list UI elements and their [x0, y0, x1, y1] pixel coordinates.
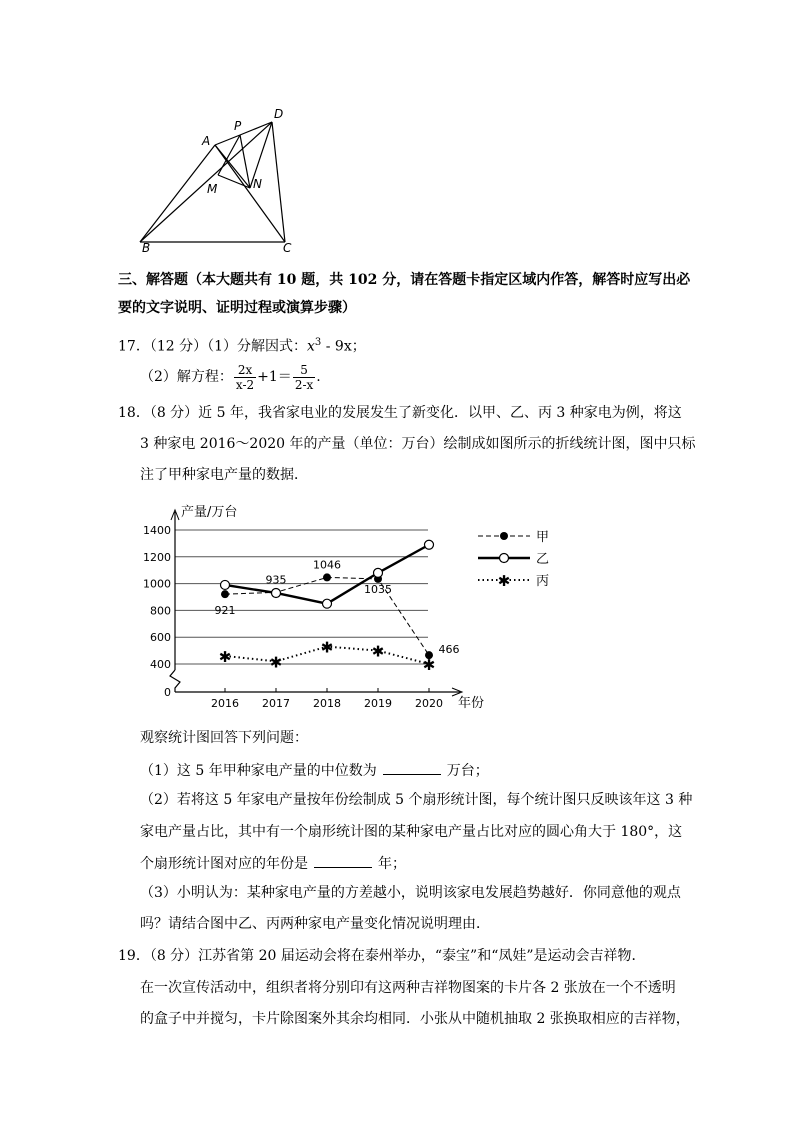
- q18-part2-line2: 家电产量占比，其中有一个扇形统计图的某种家电产量占比对应的圆心角大于 180°，这: [140, 824, 683, 840]
- q18-part2-line1: （2）若将这 5 年家电产量按年份绘制成 5 个扇形统计图，每个统计图只反映该年这 3 种: [140, 792, 693, 808]
- q19-line2: 在一次宣传活动中，组织者将分别印有这两种吉祥物图案的卡片各 2 张放在一个不透明: [140, 980, 676, 996]
- series-yi-point-2018: [323, 599, 332, 608]
- series-bing-point-2018: ✱: [320, 638, 334, 657]
- q17-line1: [118, 333, 366, 357]
- series-jia-label-2017: 935: [265, 573, 287, 587]
- q18-part1-text-a: （1）这 5 年甲种家电产量的中位数为: [140, 763, 377, 779]
- x-tick-2017: 2017: [262, 697, 290, 710]
- legend-label-2: 乙: [536, 552, 550, 567]
- series-jia-label-2019: 1035: [364, 582, 392, 596]
- q17-frac2-num: 5: [293, 363, 315, 378]
- q17-expr-base: x: [307, 338, 315, 355]
- series-yi-point-2017: [272, 588, 281, 597]
- q18-line1: 18．（8 分）近 5 年，我省家电业的发展发生了新变化．以甲、乙、丙 3 种家电为例，将这: [118, 405, 682, 421]
- series-bing-point-2020: ✱: [422, 656, 436, 674]
- q18-part1-text-b: 万台；: [446, 763, 489, 779]
- label-M: M: [207, 182, 218, 196]
- q18-part3-line1: （3）小明认为：某种家电产量的方差越小，说明该家电发展趋势越好．你同意他的观点: [140, 885, 681, 901]
- q18-part2-line3: [140, 853, 406, 874]
- x-tick-2019: 2019: [364, 697, 392, 710]
- q17-frac1-num: 2x: [234, 363, 256, 378]
- series-jia-label-2016: 921: [214, 604, 236, 618]
- x-tick-2020: 2020: [415, 697, 443, 710]
- y-tick-1200: 1200: [143, 550, 171, 564]
- y-tick-1000: 1000: [143, 577, 171, 591]
- series-jia-point-2018: [323, 573, 331, 581]
- q18-part1: [140, 760, 489, 781]
- label-N: N: [253, 177, 262, 191]
- q17-expr-exp: 3: [314, 337, 322, 348]
- series-yi-point-2019: [374, 568, 383, 577]
- line-chart: [140, 498, 560, 716]
- series-jia-point-2016: [221, 590, 229, 598]
- q17-part2-prefix: （2）解方程：: [140, 369, 233, 385]
- legend-bing-marker: ✱: [497, 572, 511, 590]
- q18-observe: 观察统计图回答下列问题：: [140, 730, 308, 746]
- legend-label-3: 丙: [536, 574, 550, 589]
- section-heading-line2: 要的文字说明、证明过程或演算步骤）: [118, 300, 356, 316]
- legend-jia-marker: [500, 532, 508, 540]
- series-yi-point-2020: [425, 540, 434, 549]
- q17-frac1: [234, 363, 256, 392]
- q17-end: .: [316, 369, 321, 385]
- label-D: D: [274, 107, 284, 121]
- legend-label-1: 甲: [536, 530, 550, 545]
- legend-yi-marker: [500, 554, 509, 563]
- axis-break: [170, 670, 180, 692]
- label-B: B: [142, 241, 151, 255]
- q18-line3: 注了甲种家电产量的数据．: [140, 467, 308, 483]
- label-A: A: [202, 134, 211, 148]
- q17-mid: +1＝: [257, 369, 292, 385]
- series-yi-point-2016: [221, 580, 230, 589]
- section-heading-line1: 三、解答题（本大题共有 10 题，共 102 分，请在答题卡指定区域内作答，解答时应写出必: [118, 272, 691, 288]
- q18-part2-text-b: 年；: [378, 856, 406, 872]
- x-tick-2018: 2018: [313, 697, 341, 710]
- q19-line1: 19．（8 分）江苏省第 20 届运动会将在泰州举办，“泰宝”和“凤娃”是运动会吉祥物．: [118, 948, 646, 964]
- q17-expr-rest: - 9x；: [321, 338, 366, 355]
- series-jia-label-2018: 1046: [313, 558, 341, 572]
- answer-blank-2[interactable]: [314, 853, 372, 868]
- x-tick-2016: 2016: [211, 697, 239, 710]
- y-tick-0: 0: [164, 686, 171, 699]
- q18-line2: 3 种家电 2016～2020 年的产量（单位：万台）绘制成如图所示的折线统计图，图中只标: [140, 436, 696, 452]
- q19-line3: 的盒子中并搅匀，卡片除图案外其余均相同．小张从中随机抽取 2 张换取相应的吉祥物，: [140, 1011, 690, 1027]
- y-tick-600: 600: [150, 631, 171, 645]
- y-tick-800: 800: [150, 604, 171, 618]
- y-tick-1400: 1400: [143, 524, 171, 537]
- q17-frac2-den: 2-x: [294, 377, 314, 392]
- series-jia-label-2020: 466: [438, 643, 460, 657]
- label-C: C: [283, 241, 292, 255]
- y-tick-400: 400: [150, 658, 171, 671]
- q17-frac2: [293, 363, 315, 392]
- series-bing-point-2019: ✱: [371, 642, 385, 661]
- q17-prefix: 17．（12 分）（1）分解因式：: [118, 338, 307, 355]
- q18-part3-line2: 吗？请结合图中乙、丙两种家电产量变化情况说明理由．: [140, 916, 490, 932]
- x-axis-label: 年份: [458, 696, 485, 711]
- y-axis-label: 产量/万台: [181, 505, 238, 520]
- answer-blank-1[interactable]: [383, 760, 441, 775]
- series-bing-point-2017: ✱: [269, 653, 283, 672]
- series-bing-point-2016: ✱: [218, 647, 232, 666]
- q17-frac1-den: x-2: [235, 377, 255, 392]
- q17-line2: [140, 360, 321, 394]
- q18-part2-text-a: 个扇形统计图对应的年份是: [140, 856, 308, 872]
- geometry-figure: [130, 100, 310, 260]
- label-P: P: [234, 119, 242, 133]
